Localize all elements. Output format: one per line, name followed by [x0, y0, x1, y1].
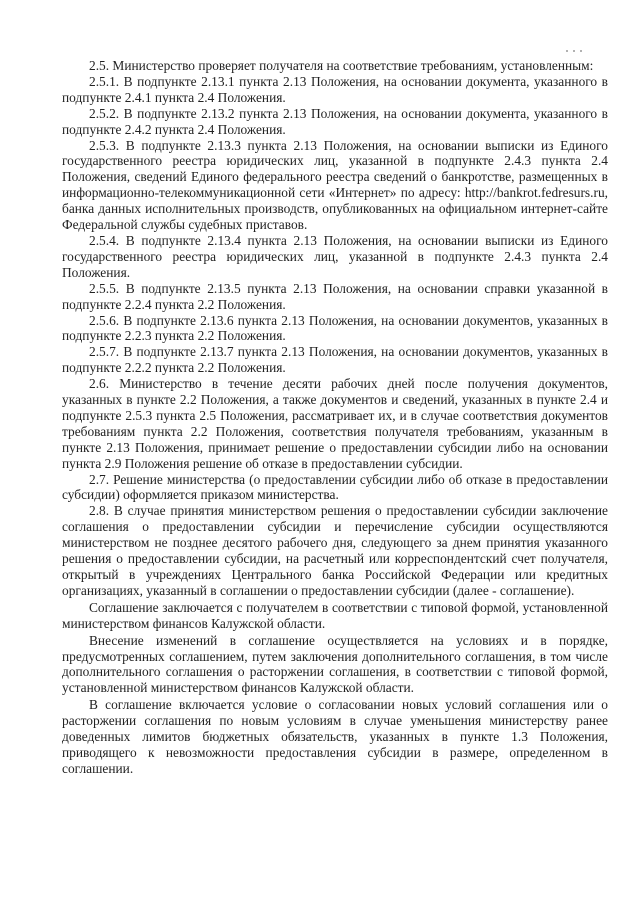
paragraph-2-5-3: 2.5.3. В подпункте 2.13.3 пункта 2.13 Положения, на основании выписки из Единого государственного реестра юридических лиц, указанной в подпункте 2.4.3 пункта 2.4 Положения, сведений Единого федерального реестра сведений о банкротстве, размещенных в информационно-телекоммуникационной сети «Интернет» по адресу: http://bankrot.fedresurs.ru, банка данных исполнительных производств, опубликованных на официальном интернет-сайте Федеральной службы судебных приставов.: [62, 137, 608, 233]
paragraph-2-5-7: 2.5.7. В подпункте 2.13.7 пункта 2.13 Положения, на основании документов, указанных в подпункте 2.2.2 пункта 2.2 Положения.: [62, 344, 608, 376]
paragraph-amendments: Внесение изменений в соглашение осуществляется на условиях и в порядке, предусмотренных соглашением, путем заключения дополнительного соглашения, в том числе дополнительного соглашения о расторжении соглашения, в соответствии с типовой формой, установленной министерством финансов Калужской области.: [62, 632, 608, 696]
paragraph-2-8: 2.8. В случае принятия министерством решения о предоставлении субсидии заключение соглашения о предоставлении субсидии и перечисление субсидии осуществляются министерством не позднее десятого рабочего дня, следующего за днем принятия указанного решения о предоставлении субсидии, на расчетный или корреспондентский счет получателя, открытый в учреждениях Центрального банка Российской Федерации или кредитных организациях, указанный в соглашении о предоставлении субсидии (далее - соглашение).: [62, 503, 608, 598]
paragraph-new-conditions: В соглашение включается условие о согласовании новых условий соглашения или о расторжении соглашения по новым условиям в случае уменьшения министерству ранее доведенных лимитов бюджетных обязательств, указанных в пункте 1.3 Положения, приводящего к невозможности предоставления субсидии в размере, определенном в соглашении.: [62, 697, 608, 776]
document-body: [62, 58, 608, 777]
paragraph-agreement-form: Соглашение заключается с получателем в соответствии с типовой формой, установленной министерством финансов Калужской области.: [62, 599, 608, 631]
paragraph-2-6: 2.6. Министерство в течение десяти рабочих дней после получения документов, указанных в пункте 2.2 Положения, а также документов и сведений, указанных в пункте 2.4 и подпункте 2.5.3 пункта 2.5 Положения, рассматривает их, и в случае соответствия документов требованиям пункта 2.2 Положения, соответствия получателя требованиям, указанным в пункте 2.13 Положения, принимает решение о предоставлении субсидии либо на основании пункта 2.9 Положения решение об отказе в предоставлении субсидии.: [62, 376, 608, 471]
paragraph-2-5-5: 2.5.5. В подпункте 2.13.5 пункта 2.13 Положения, на основании справки указанной в подпункте 2.2.4 пункта 2.2 Положения.: [62, 280, 608, 312]
paragraph-2-5-4: 2.5.4. В подпункте 2.13.4 пункта 2.13 Положения, на основании выписки из Единого государственного реестра юридических лиц, указанной в подпункте 2.4.3 пункта 2.4 Положения.: [62, 232, 608, 280]
paragraph-2-5: 2.5. Министерство проверяет получателя на соответствие требованиям, установленным:: [89, 58, 594, 73]
paragraph-2-5-2: 2.5.2. В подпункте 2.13.2 пункта 2.13 Положения, на основании документа, указанного в подпункте 2.4.2 пункта 2.4 Положения.: [62, 105, 608, 137]
scan-speck: [566, 50, 586, 54]
paragraph-2-5-1: 2.5.1. В подпункте 2.13.1 пункта 2.13 Положения, на основании документа, указанного в подпункте 2.4.1 пункта 2.4 Положения.: [62, 73, 608, 105]
paragraph-2-5-6: 2.5.6. В подпункте 2.13.6 пункта 2.13 Положения, на основании документов, указанных в подпункте 2.2.3 пункта 2.2 Положения.: [62, 312, 608, 344]
paragraph-2-7: 2.7. Решение министерства (о предоставлении субсидии либо об отказе в предоставлении субсидии) оформляется приказом министерства.: [62, 471, 608, 503]
